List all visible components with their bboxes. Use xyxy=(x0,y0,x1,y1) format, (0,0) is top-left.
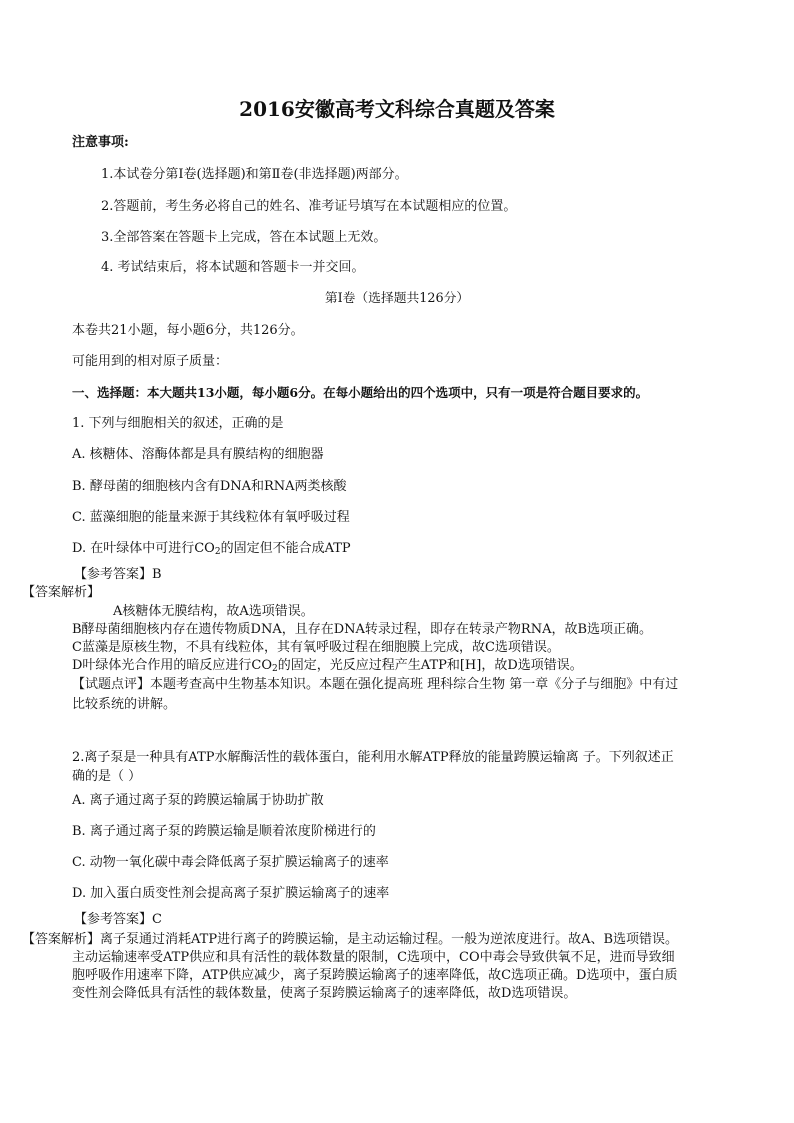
notice-item: 3.全部答案在答题卡上完成，答在本试题上无效。 xyxy=(101,230,387,245)
question-1-option-d xyxy=(72,540,351,558)
notice-item: 4. 考试结束后，将本试题和答题卡一并交回。 xyxy=(101,260,365,275)
option-d-text: D. 在叶绿体中可进行CO xyxy=(72,541,215,556)
notice-item: 2.答题前，考生务必将自己的姓名、准考证号填写在本试题相应的位置。 xyxy=(101,199,517,214)
question-1-option-c: C. 蓝藻细胞的能量来源于其线粒体有氧呼吸过程 xyxy=(72,510,350,525)
analysis-d-text: D叶绿体光合作用的暗反应进行CO xyxy=(72,658,273,673)
question-2-option-c: C. 动物一氧化碳中毒会降低离子泵扩膜运输离子的速率 xyxy=(72,855,389,870)
question-1-analysis-line: A核糖体无膜结构，故A选项错误。 xyxy=(113,604,314,619)
question-2-option-a: A. 离子通过离子泵的跨膜运输属于协助扩散 xyxy=(72,793,324,808)
section-title: 第Ⅰ卷（选择题共126分） xyxy=(324,291,470,306)
atomic-mass-line: 可能用到的相对原子质量： xyxy=(72,354,229,369)
question-1-analysis-line: B酵母菌细胞核内存在遗传物质DNA，且存在DNA转录过程，即存在转录产物RNA，故B选项正确。 xyxy=(72,622,653,637)
question-2-reference-answer: 【参考答案】C xyxy=(74,912,162,927)
question-1-option-a: A. 核糖体、溶酶体都是具有膜结构的细胞器 xyxy=(72,447,324,462)
question-2-stem-line: 2.离子泵是一种具有ATP水解酶活性的载体蛋白，能利用水解ATP释放的能量跨膜运输离 子。下列叙述正 xyxy=(72,750,674,765)
question-2-option-b: B. 离子通过离子泵的跨膜运输是顺着浓度阶梯进行的 xyxy=(72,824,376,839)
option-d-tail: 的固定但不能合成ATP xyxy=(220,541,351,556)
notice-item: 1.本试卷分第Ⅰ卷(选择题)和第Ⅱ卷(非选择题)两部分。 xyxy=(101,167,408,182)
question-2-analysis-line: 胞呼吸作用速率下降，ATP供应减少，离子泵跨膜运输离子的速率降低，故C选项正确。D选项中，蛋白质 xyxy=(72,968,678,983)
question-1-comment-line: 比较系统的讲解。 xyxy=(72,697,177,712)
notice-heading: 注意事项: xyxy=(72,135,129,150)
section-intro: 本卷共21小题，每小题6分，共126分。 xyxy=(72,323,304,338)
question-2-analysis-line: 变性剂会降低具有活性的载体数量，使离子泵跨膜运输离子的速率降低，故D选项错误。 xyxy=(72,986,577,1001)
question-2-option-d: D. 加入蛋白质变性剂会提高离子泵扩膜运输离子的速率 xyxy=(72,886,390,901)
question-1-comment-line: 【试题点评】本题考查高中生物基本知识。本题在强化提高班 理科综合生物 第一章《分子与细胞》中有过 xyxy=(72,677,679,692)
option-d-subscript: 2 xyxy=(214,547,221,557)
question-1-stem: 1. 下列与细胞相关的叙述，正确的是 xyxy=(72,416,284,431)
question-1-analysis-line: C蓝藻是原核生物，不具有线粒体，其有氧呼吸过程在细胞膜上完成，故C选项错误。 xyxy=(72,640,560,655)
question-1-analysis-label: 【答案解析】 xyxy=(22,585,101,600)
question-1-analysis-line xyxy=(72,657,583,675)
question-2-analysis-line: 【答案解析】离子泵通过消耗ATP进行离子的跨膜运输，是主动运输过程。一般为逆浓度进行。故A、B选项错误。 xyxy=(22,932,679,947)
analysis-d-subscript: 2 xyxy=(272,664,278,674)
question-2-analysis-line: 主动运输速率受ATP供应和具有活性的载体数量的限制，C选项中，CO中毒会导致供氧不足，进而导致细 xyxy=(72,950,675,965)
part-heading: 一、选择题：本大题共13小题，每小题6分。在每小题给出的四个选项中，只有一项是符合题目要求的。 xyxy=(72,385,649,400)
question-2-stem-line: 确的是（ ） xyxy=(72,769,142,784)
document-title: 2016安徽高考文科综合真题及答案 xyxy=(239,97,555,121)
question-1-reference-answer: 【参考答案】B xyxy=(74,567,162,582)
analysis-d-tail: 的固定，光反应过程产生ATP和[H]，故D选项错误。 xyxy=(277,658,583,673)
question-1-option-b: B. 酵母菌的细胞核内含有DNA和RNA两类核酸 xyxy=(72,479,347,494)
